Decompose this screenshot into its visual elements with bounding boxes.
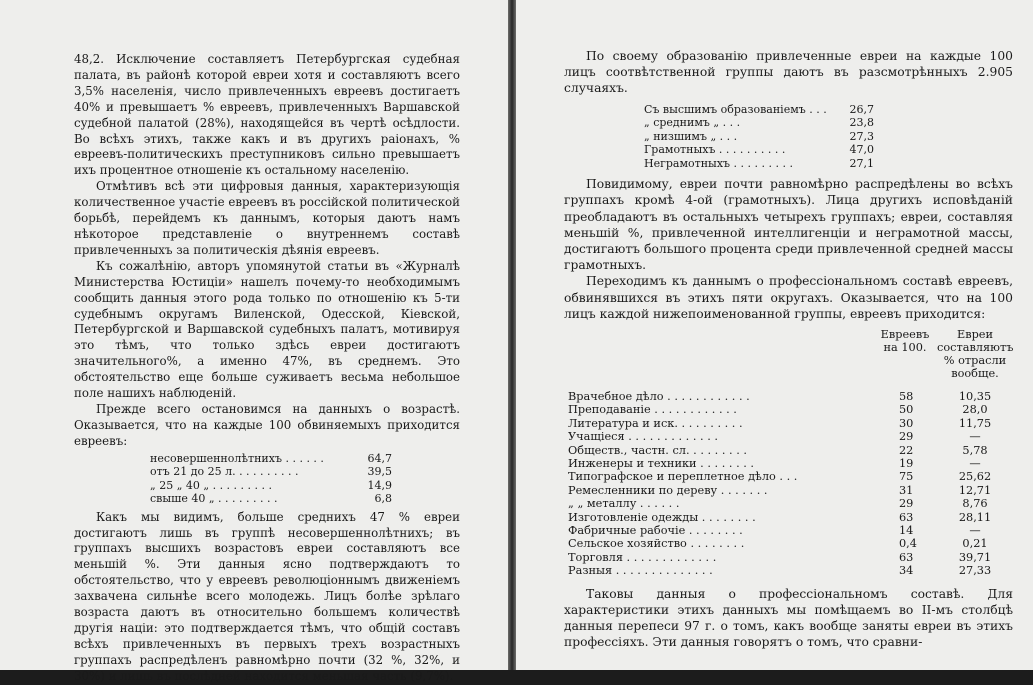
age-table <box>150 452 460 506</box>
profession-row <box>568 390 1013 403</box>
profession-share-of-branch: 28,11 <box>958 510 992 524</box>
profession-share-of-branch: 39,71 <box>958 550 992 564</box>
profession-jews-per-100: 19 <box>899 456 914 470</box>
profession-row <box>568 430 1013 443</box>
profession-jews-per-100: 63 <box>899 550 914 564</box>
education-label: „ низшимъ „ . . . <box>644 129 738 143</box>
left-paragraph-1: 48,2. Исключение составляетъ Петербургская судебная палата, въ районѣ которой евреи хотя и составляютъ всего 3,5% населенія, число привлеченныхъ евреевъ достигаетъ 40% и превышаетъ % евреевъ, привлеченныхъ Варшавской судебной палатой (28%), находящейся въ чертѣ осѣдлости. Во всѣхъ этихъ, также какъ и въ другихъ раіонахъ, % евреевъ-политическихъ преступниковъ сильно превышаетъ ихъ процентное отношеніе къ остальному населенію. <box>74 52 460 178</box>
profession-jews-per-100: 31 <box>899 483 914 497</box>
profession-jews-per-100: 50 <box>899 403 914 417</box>
profession-label: Литература и иск. . . . . . . . . . <box>568 416 743 430</box>
profession-share-of-branch: 0,21 <box>962 537 988 551</box>
profession-share-of-branch: — <box>969 430 981 444</box>
profession-row <box>568 497 1013 510</box>
profession-label: Типографское и переплетное дѣло . . . <box>568 470 798 484</box>
age-row <box>150 479 392 493</box>
education-value: 23,8 <box>849 116 874 130</box>
profession-row <box>568 537 1013 550</box>
right-paragraph-intro: По своему образованію привлеченные евреи на каждые 100 лицъ соотвѣтственной группы даютъ въ разсмотрѣнныхъ 2.905 случаяхъ. <box>564 49 1013 96</box>
left-paragraph-closing: Какъ мы видимъ, больше среднихъ 47 % евреи достигаютъ лишь въ группѣ несовершеннолѣтнихъ; въ группахъ высшихъ возрастовъ евреи составляютъ все меньшій %. Эти данныя ясно подтверждаютъ то обстоятельство, что у евреевъ революціоннымъ движеніемъ захвачена сильнѣе всего молодежь. Лицъ болѣе зрѣлаго возраста даютъ въ относительно большемъ количествѣ другія націи: это подтверждается тѣмъ, что общій составъ всѣхъ привлеченныхъ въ первыхъ трехъ возрастныхъ группахъ распредѣленъ равномѣрно почти (32 %, 32%, и 30%) и лишь въ послѣдней находится меньшая часть (9,7%). <box>74 509 460 683</box>
age-value: 64,7 <box>367 451 392 465</box>
education-label: Неграмотныхъ . . . . . . . . . <box>644 156 793 170</box>
profession-label: Инженеры и техники . . . . . . . . <box>568 456 755 470</box>
left-page <box>0 0 508 683</box>
right-paragraph-2: Повидимому, евреи почти равномѣрно распредѣлены во всѣхъ группахъ кромѣ 4-ой (грамотныхъ). Лица другихъ исповѣданій преобладаютъ въ остальныхъ четырехъ группахъ; евреи, составляя меньшій %, привлеченной интеллигенціи и неграмотной массы, достигаютъ большого процента среди привлеченной средней массы грамотныхъ. <box>564 177 1013 273</box>
profession-label: Фабричные рабочіе . . . . . . . . <box>568 524 743 537</box>
education-label: Съ высшимъ образованіемъ . . . <box>644 102 827 116</box>
education-row <box>644 116 874 130</box>
profession-row <box>568 484 1013 497</box>
profession-jews-per-100: 75 <box>899 470 914 484</box>
profession-share-of-branch: 25,62 <box>958 470 992 484</box>
profession-rows <box>568 390 1013 578</box>
profession-share-of-branch: 5,78 <box>962 443 988 457</box>
age-label: свыше 40 „ . . . . . . . . . <box>150 492 278 506</box>
profession-row <box>568 564 1013 577</box>
age-label: несовершеннолѣтнихъ . . . . . . <box>150 451 324 465</box>
profession-label: Учащіеся . . . . . . . . . . . . . <box>568 430 718 444</box>
profession-table-header <box>568 328 1013 380</box>
profession-jews-per-100: 14 <box>899 524 914 537</box>
education-row <box>644 143 874 157</box>
age-value: 14,9 <box>367 478 392 492</box>
education-label: „ среднимъ „ . . . <box>644 116 741 130</box>
profession-share-of-branch: 28,0 <box>962 403 988 417</box>
profession-jews-per-100: 58 <box>899 389 914 403</box>
col2-header: Евреи составляютъ % отрасли вообще. <box>937 327 1014 380</box>
profession-label: „ „ металлу . . . . . . <box>568 497 680 511</box>
education-row <box>644 130 874 144</box>
profession-row <box>568 417 1013 430</box>
age-row <box>150 452 392 466</box>
profession-share-of-branch: 27,33 <box>958 564 992 578</box>
right-page <box>516 0 1033 670</box>
education-row <box>644 157 874 171</box>
profession-label: Сельское хозяйство . . . . . . . . <box>568 537 745 551</box>
profession-jews-per-100: 63 <box>899 510 914 524</box>
profession-row <box>568 403 1013 416</box>
left-paragraph-2: Отмѣтивъ всѣ эти цифровыя данныя, характеризующія количественное участіе евреевъ въ россійской политической борьбѣ, перейдемъ къ даннымъ, которыя даютъ намъ нѣкоторое представленіе о внутреннемъ составѣ привлеченныхъ за политическія дѣянія евреевъ. <box>74 179 460 257</box>
profession-jews-per-100: 22 <box>899 443 914 457</box>
education-label: Грамотныхъ . . . . . . . . . . <box>644 143 786 157</box>
age-row <box>150 465 392 479</box>
profession-row <box>568 551 1013 564</box>
profession-share-of-branch: — <box>969 456 981 470</box>
profession-jews-per-100: 30 <box>899 416 914 430</box>
left-paragraph-4: Прежде всего остановимся на данныхъ о возрастѣ. Оказывается, что на каждые 100 обвиняемыхъ приходится евреевъ: <box>74 401 460 448</box>
profession-row <box>568 470 1013 483</box>
profession-row <box>568 511 1013 524</box>
profession-label: Изготовленіе одежды . . . . . . . . <box>568 510 756 524</box>
education-value: 27,3 <box>849 129 874 143</box>
education-value: 47,0 <box>849 143 874 157</box>
profession-label: Торговля . . . . . . . . . . . . . <box>568 550 717 564</box>
profession-share-of-branch: — <box>969 524 981 537</box>
col1-header: Евреевъ на 100. <box>880 327 930 354</box>
left-paragraph-3: Къ сожалѣнію, авторъ упомянутой статьи въ «Журналѣ Министерства Юстиціи» нашелъ почему-то необходимымъ сообщить данныя этого рода только по отношенію къ 5-ти судебнымъ округамъ Виленской, Одесской, Кіевской, Петербургской и Варшавской судебныхъ палатъ, мотивируя это тѣмъ, что только здѣсь евреи достигаютъ значительного%, а именно 47%, въ среднемъ. Это обстоятельство еще больше суживаетъ весьма небольшое поле нашихъ наблюденій. <box>74 258 460 401</box>
right-paragraph-closing: Таковы данныя о профессіональномъ составѣ. Для характеристики этихъ данныхъ мы помѣщаемъ во II-мъ столбцѣ данныя перепеси 97 г. о томъ, какъ вообще заняты евреи въ этихъ профессіяхъ. Эти данныя говорятъ о томъ, что сравни- <box>564 586 1013 650</box>
profession-label: Врачебное дѣло . . . . . . . . . . . . <box>568 389 750 403</box>
education-row <box>644 103 874 117</box>
age-label: „ 25 „ 40 „ . . . . . . . . . <box>150 478 273 492</box>
profession-label: Преподаваніе . . . . . . . . . . . . <box>568 403 737 417</box>
age-row <box>150 492 392 506</box>
profession-jews-per-100: 34 <box>899 564 914 578</box>
profession-row <box>568 444 1013 457</box>
profession-jews-per-100: 0,4 <box>899 537 917 551</box>
book-spine <box>508 0 516 670</box>
profession-label: Ремесленники по дереву . . . . . . . <box>568 483 768 497</box>
age-value: 39,5 <box>367 465 392 479</box>
education-value: 26,7 <box>849 102 874 116</box>
profession-share-of-branch: 11,75 <box>958 416 992 430</box>
left-page-text <box>74 52 460 685</box>
profession-label: Разныя . . . . . . . . . . . . . . <box>568 564 713 578</box>
right-page-text <box>564 48 1013 650</box>
education-table <box>644 103 1013 171</box>
education-value: 27,1 <box>849 156 874 170</box>
right-paragraph-3: Переходимъ къ даннымъ о профессіональномъ составѣ евреевъ, обвинявшихся въ этихъ пяти округахъ. Оказывается, что на 100 лицъ каждой нижепоименованной группы, евреевъ приходится: <box>564 274 1013 321</box>
profession-share-of-branch: 10,35 <box>958 389 992 403</box>
profession-table <box>568 328 1013 578</box>
age-value: 6,8 <box>374 492 392 506</box>
profession-jews-per-100: 29 <box>899 430 914 444</box>
profession-row <box>568 457 1013 470</box>
profession-share-of-branch: 8,76 <box>962 497 988 511</box>
profession-label: Обществ., частн. сл. . . . . . . . . <box>568 443 748 457</box>
age-label: отъ 21 до 25 л. . . . . . . . . . <box>150 465 299 479</box>
profession-share-of-branch: 12,71 <box>958 483 992 497</box>
profession-jews-per-100: 29 <box>899 497 914 511</box>
profession-row <box>568 524 1013 537</box>
